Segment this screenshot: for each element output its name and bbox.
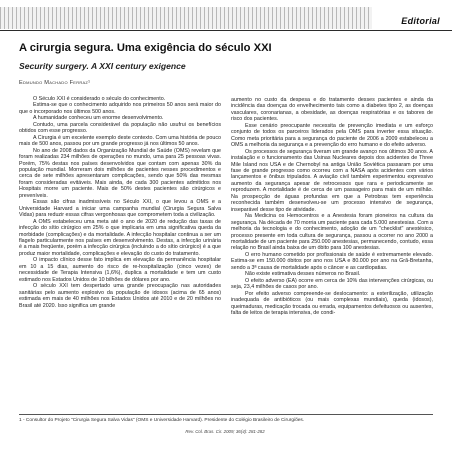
paragraph: Na Medicina os Hemocentros e a Anestesia foram pioneiros na cultura da segurança. Na década de 70 morria um paciente para cada 5.000 anestesias. Com a melhoria da tecnologia e do conhecimento, adoção de um "checklist" anestésico, processo presente em toda cultura de segurança, passou a ocorrer no ano 2000 a mortalidade de um paciente para 250.000 anestesias, permanecendo, contudo, essa relação no Brasil ainda baixa de um óbito para 100 anestesias. — [231, 213, 433, 252]
paragraph: Não existe estimativa desses números no Brasil. — [245, 271, 361, 278]
right-column — [231, 97, 433, 316]
paragraph: A Cirurgia é um excelente exemplo deste contexto. Com uma história de pouco mais de 500 anos, passou por um grande progresso já nos últimos 50 anos. — [19, 134, 221, 148]
left-column — [19, 96, 221, 309]
paragraph: O século XXI tem despertado uma grande preocupação nas autoridades sanitárias pelo aumento explosivo da população de idosos (acima de 65 anos) estimada em mais de 40 milhões nos Estados Unidos até 2010 e de 20 milhões no Brasil até 2020. Isso significa um grande — [19, 283, 221, 309]
header-stripe — [0, 7, 372, 29]
paragraph: Por efeito adverso compreende-se deslocamento: a esterilização, utilização inadequada de antibióticos (ou mais complexas mundiais), queda (idosos), queimaduras, medicação trocada ou errada, equipamentos defeituosos ou ausentes, falta de leitos de terapia intensiva, de condi- — [231, 290, 433, 316]
paragraph: No ano de 2008 dados da Organização Mundial de Saúde (OMS) revelam que foram realizadas 234 milhões de operações no mundo, uma para 25 pessoas vivas. Porém, 75% destas nos países desenvolvidos que contam com apenas 30% da população mundial. Morreram dois milhões de pacientes nesses procedimentos e cerca de sete milhões apresentaram complicações, sendo que 50% das mesmas foram consideradas evitáveis. Mais ainda, de cada 300 pacientes admitidos nos Hospitais morre um paciente. Mais de 50% destes pacientes são cirúrgicos e preveníveis. — [19, 147, 221, 199]
section-label: Editorial — [401, 16, 440, 26]
paragraph: Contudo, uma parcela considerável da população não usufrui os benefícios obtidos com esse progresso. — [19, 121, 221, 135]
paragraph: Essas são cifras inadmissíveis no Século XXI, o que levou a OMS e a Universidade Harvard a iniciar uma campanha mundial (Cirurgia Segura Salva Vidas) para reduzir essas cifras vergonhosas que comprometem toda a civilização. — [19, 199, 221, 219]
article-author: Edmundo Machado Ferraz¹ — [19, 80, 91, 86]
citation: Rev. Col. Bras. Cir. 2009; 36(4): 281-282 — [185, 429, 265, 434]
paragraph: A humanidade conheceu um enorme desenvolvimento. — [33, 115, 164, 122]
article-subtitle: Security surgery. A XXI century exigence — [19, 61, 186, 71]
footnote-rule — [19, 414, 433, 415]
paragraph: O erro humano cometido por profissionais de saúde é extremamente elevado. Estima-se em 150.000 óbitos por ano nos USA e 80.000 por ano na Grã-Bretanha, sendo a 3ª causa de mortalidade após o câncer e as cardiopatias. — [231, 251, 433, 271]
header-band — [0, 0, 452, 31]
paragraph: Os processos de segurança tiveram um grande avanço nos últimos 30 anos. A instalação e o funcionamento das Usinas Nucleares depois dos acidentes de Three Mile Island nos USA e de Chernobyl na antiga União Soviética passaram por uma fase de grande progresso como ocorreu com a NASA após acidentes com vários lançamentos e ônibus tripulados. A aviação civil também experimentou expressivo aumento da segurança apesar de retrocessos que rara e periodicamente se reproduzem. A mortalidade é de cerca de um passageiro para mais de um milhão. Na prospecção de águas profundas em que a Petrobras tem experiência reconhecida também desenvolveu-se um processo intensivo de segurança, inseparável desse tipo de atividade. — [231, 148, 433, 213]
paragraph: aumento no custo da despesa e do tratamento desses pacientes e ainda da incidência das doenças do envelhecimento tais como a diabetes tipo 2, as doenças vasculares, coronarianas, a obesidade, as doenças respiratórias e os tabores de risco dos pacientes. — [231, 97, 433, 123]
paragraph: Estima-se que o conhecimento adquirido nos primeiros 50 anos será maior do que o incorporado nos últimos 500 anos. — [19, 102, 221, 115]
paragraph: O efeito adverso (EA) ocorre em cerca de 10% das intervenções cirúrgicas, ou seja, 23,4 milhões de casos por ano. — [231, 277, 433, 291]
paragraph: A OMS estabeleceu uma meta até o ano de 2020 de redução das taxas de infecção do sítio cirúrgico em 25% o que implicaria em uma significativa queda da morbidade (complicações) e da mortalidade. A infecção hospitalar continua a ser um flagelo particularmente nos países em desenvolvimento. Destas, a infecção urinária é a mais freqüente, porém a infecção cirúrgica (incluindo a do sítio cirúrgico) é a que produz maior mortalidade, complicações e elevação do custo do tratamento. — [19, 218, 221, 257]
paragraph: O impacto clínico desse fato implica em elevação da permanência hospitalar em 10 a 15 dias, aumento do risco de re-hospitalização (cinco vezes) de necessidade de Terapia Intensiva (1,6%), duplica a mortalidade e tem um custo estimado nos Estados Unidos de 10 bilhões de dólares por ano. — [19, 257, 221, 283]
paragraph: O Século XXI é considerado o século do conhecimento. — [33, 96, 166, 102]
article-title: A cirurgia segura. Uma exigência do século XXI — [19, 42, 272, 54]
paragraph: Esse cenário preocupante necessita de prevenção imediata e um esforço conjunto de todos os parceiros liderados pela OMS para inverter essa situação. Como meta prioritária para a segurança do paciente de 2006 a 2009 estabeleceu a OMS a melhoria da segurança e a prevenção do erro humano e do efeito adverso. — [231, 122, 433, 149]
footnote: 1 - Consultor do Projeto "Cirurgia Segura Salva Vidas" (OMS e Universidade Harvard). Presidente do Colégio Brasileiro de Cirurgiões. — [19, 418, 305, 423]
